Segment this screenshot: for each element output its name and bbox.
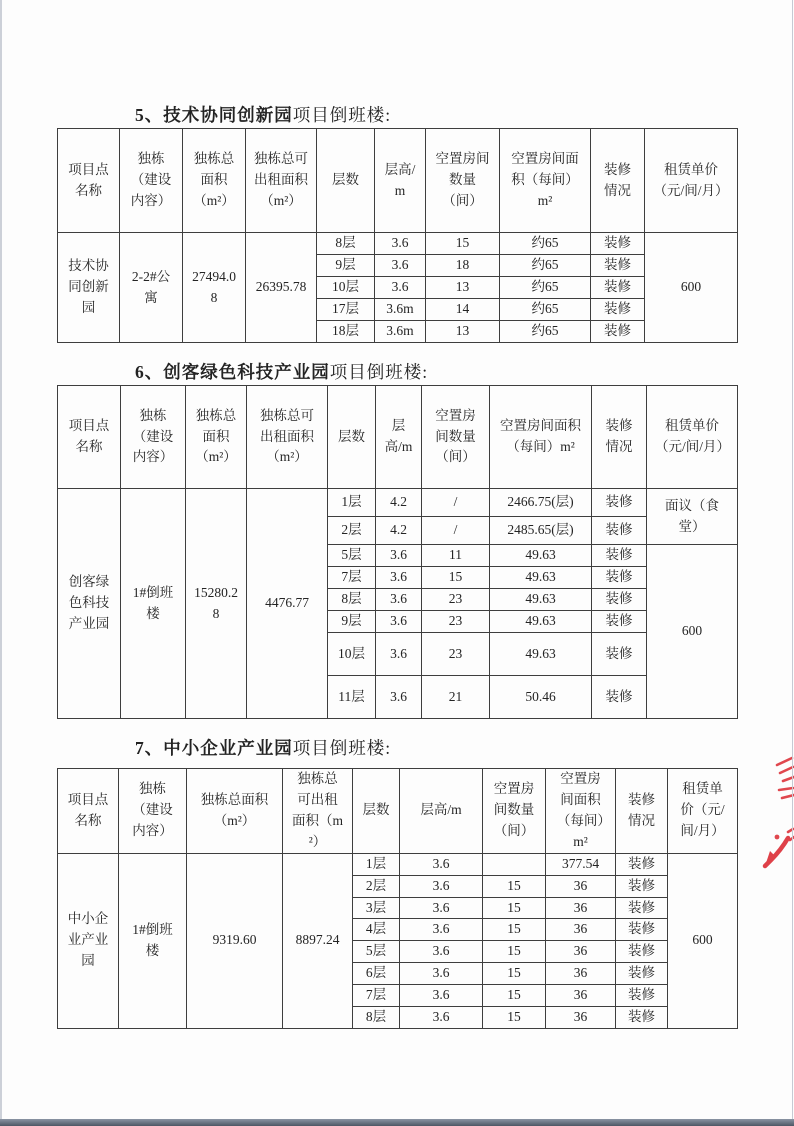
col-header-rentable-area: 独栋总可出租面积（m²） <box>246 129 317 233</box>
cell-room-area: 36 <box>546 875 616 897</box>
cell-building: 1#倒班楼 <box>119 853 187 1028</box>
cell-floor-height: 3.6 <box>375 255 426 277</box>
cell-room-area: 49.63 <box>490 611 592 633</box>
cell-room-area: 约65 <box>500 321 591 343</box>
cell-floor: 10层 <box>317 277 375 299</box>
cell-vacant-count: 15 <box>483 985 546 1007</box>
scan-edge-bottom <box>0 1119 794 1126</box>
cell-room-area: 36 <box>546 963 616 985</box>
cell-floor-height: 3.6 <box>376 567 422 589</box>
col-header-decoration: 装修情况 <box>616 769 668 854</box>
cell-decoration: 装修 <box>592 676 647 719</box>
cell-floor-height: 3.6 <box>400 941 483 963</box>
col-header-floor-height: 层高/m <box>375 129 426 233</box>
col-header-rentable-area: 独栋总可出租面积（m²） <box>283 769 353 854</box>
cell-floor-height: 3.6 <box>376 611 422 633</box>
col-header-decoration: 装修情况 <box>592 386 647 489</box>
cell-total-area: 27494.08 <box>183 233 246 343</box>
scan-edge-right <box>792 0 793 1126</box>
table-sme-industrial-park <box>57 768 738 1029</box>
cell-room-area: 约65 <box>500 277 591 299</box>
cell-floor: 7层 <box>328 567 376 589</box>
cell-floor-height: 3.6 <box>376 676 422 719</box>
cell-room-area: 36 <box>546 985 616 1007</box>
cell-floor: 9层 <box>328 611 376 633</box>
cell-decoration: 装修 <box>616 853 668 875</box>
cell-rentable-area: 8897.24 <box>283 853 353 1028</box>
cell-project-name: 中小企业产业园 <box>58 853 119 1028</box>
red-ink-dot <box>775 835 780 840</box>
cell-vacant-count: 15 <box>483 897 546 919</box>
cell-decoration: 装修 <box>592 489 647 517</box>
cell-room-area: 36 <box>546 897 616 919</box>
cell-room-area: 49.63 <box>490 567 592 589</box>
col-header-rent-price: 租赁单价（元/间/月） <box>645 129 738 233</box>
cell-floor: 8层 <box>317 233 375 255</box>
col-header-building: 独栋（建设内容） <box>119 769 187 854</box>
cell-floor: 2层 <box>328 517 376 545</box>
cell-room-area: 49.63 <box>490 589 592 611</box>
cell-vacant-count: 11 <box>422 545 490 567</box>
cell-rent-price: 600 <box>647 545 738 719</box>
cell-room-area: 49.63 <box>490 633 592 676</box>
cell-floor-height: 4.2 <box>376 489 422 517</box>
col-header-floor: 层数 <box>317 129 375 233</box>
cell-decoration: 装修 <box>592 567 647 589</box>
cell-vacant-count: 23 <box>422 589 490 611</box>
cell-room-area: 36 <box>546 919 616 941</box>
cell-room-area: 36 <box>546 1007 616 1029</box>
cell-rent-price: 600 <box>668 853 738 1028</box>
cell-total-area: 15280.28 <box>186 489 247 719</box>
table-row <box>58 489 738 517</box>
cell-room-area: 约65 <box>500 233 591 255</box>
cell-floor-height: 3.6 <box>400 985 483 1007</box>
cell-room-area: 36 <box>546 941 616 963</box>
cell-building: 1#倒班楼 <box>121 489 186 719</box>
cell-vacant-count: 15 <box>483 875 546 897</box>
cell-room-area: 约65 <box>500 255 591 277</box>
cell-floor: 1层 <box>353 853 400 875</box>
col-header-rentable-area: 独栋总可出租面积（m²） <box>247 386 328 489</box>
cell-vacant-count: 15 <box>483 919 546 941</box>
scan-edge-left <box>0 0 2 1126</box>
cell-floor: 6层 <box>353 963 400 985</box>
cell-floor-height: 3.6m <box>375 321 426 343</box>
cell-floor: 5层 <box>328 545 376 567</box>
section-number: 5、 <box>135 105 164 125</box>
cell-decoration: 装修 <box>592 545 647 567</box>
cell-decoration: 装修 <box>592 589 647 611</box>
cell-floor-height: 3.6 <box>400 875 483 897</box>
cell-building: 2-2#公寓 <box>120 233 183 343</box>
cell-project-name: 创客绿色科技产业园 <box>58 489 121 719</box>
cell-floor: 9层 <box>317 255 375 277</box>
cell-floor: 4层 <box>353 919 400 941</box>
cell-floor-height: 3.6 <box>376 633 422 676</box>
col-header-floor-height: 层高/m <box>400 769 483 854</box>
cell-vacant-count: 18 <box>426 255 500 277</box>
col-header-project: 项目点名称 <box>58 386 121 489</box>
col-header-room-area: 空置房间面积（每间）m² <box>546 769 616 854</box>
section-title-suffix: 项目倒班楼: <box>292 105 392 125</box>
col-header-rent-price: 租赁单价（元/间/月） <box>668 769 738 854</box>
cell-floor: 10层 <box>328 633 376 676</box>
cell-decoration: 装修 <box>616 1007 668 1029</box>
cell-decoration: 装修 <box>616 985 668 1007</box>
col-header-floor-height: 层高/m <box>376 386 422 489</box>
cell-vacant-count: 15 <box>483 1007 546 1029</box>
col-header-floor: 层数 <box>353 769 400 854</box>
cell-decoration: 装修 <box>592 633 647 676</box>
cell-floor-height: 3.6 <box>400 897 483 919</box>
cell-floor: 2层 <box>353 875 400 897</box>
cell-decoration: 装修 <box>616 875 668 897</box>
table-tech-innovation-park <box>57 128 738 343</box>
cell-room-area: 约65 <box>500 299 591 321</box>
cell-decoration: 装修 <box>616 897 668 919</box>
cell-floor: 5层 <box>353 941 400 963</box>
cell-floor-height: 3.6 <box>400 1007 483 1029</box>
cell-floor: 1层 <box>328 489 376 517</box>
col-header-floor: 层数 <box>328 386 376 489</box>
col-header-total-area: 独栋总面积（m²） <box>187 769 283 854</box>
section-number: 7、 <box>135 738 164 758</box>
header-row <box>58 769 738 854</box>
cell-floor-height: 3.6 <box>376 545 422 567</box>
cell-vacant-count: 15 <box>483 941 546 963</box>
section-park-name: 技术协同创新园 <box>163 105 293 125</box>
cell-floor: 7层 <box>353 985 400 1007</box>
cell-decoration: 装修 <box>591 277 645 299</box>
cell-vacant-count: 15 <box>483 963 546 985</box>
cell-room-area: 377.54 <box>546 853 616 875</box>
cell-rentable-area: 26395.78 <box>246 233 317 343</box>
cell-vacant-count: 13 <box>426 277 500 299</box>
cell-vacant-count: / <box>422 489 490 517</box>
cell-rent-price: 面议（食堂） <box>647 489 738 545</box>
cell-floor-height: 3.6 <box>400 853 483 875</box>
cell-room-area: 2485.65(层) <box>490 517 592 545</box>
cell-decoration: 装修 <box>616 919 668 941</box>
cell-room-area: 50.46 <box>490 676 592 719</box>
cell-vacant-count: 14 <box>426 299 500 321</box>
cell-project-name: 技术协同创新园 <box>58 233 120 343</box>
cell-decoration: 装修 <box>592 611 647 633</box>
cell-decoration: 装修 <box>591 321 645 343</box>
col-header-vacant-count: 空置房间数量（间） <box>483 769 546 854</box>
cell-room-area: 2466.75(层) <box>490 489 592 517</box>
section-title-suffix: 项目倒班楼: <box>292 738 392 758</box>
cell-floor-height: 3.6 <box>400 919 483 941</box>
col-header-vacant-count: 空置房间数量（间） <box>422 386 490 489</box>
cell-floor: 8层 <box>353 1007 400 1029</box>
table-maker-green-tech-park <box>57 385 738 719</box>
cell-vacant-count: 15 <box>426 233 500 255</box>
cell-decoration: 装修 <box>591 299 645 321</box>
col-header-vacant-count: 空置房间数量（间） <box>426 129 500 233</box>
header-row <box>58 386 738 489</box>
cell-floor: 3层 <box>353 897 400 919</box>
cell-total-area: 9319.60 <box>187 853 283 1028</box>
col-header-room-area: 空置房间面积（每间）m² <box>500 129 591 233</box>
cell-decoration: 装修 <box>592 517 647 545</box>
cell-floor-height: 3.6 <box>375 233 426 255</box>
cell-decoration: 装修 <box>616 963 668 985</box>
col-header-decoration: 装修情况 <box>591 129 645 233</box>
col-header-building: 独栋（建设内容） <box>120 129 183 233</box>
cell-vacant-count: 21 <box>422 676 490 719</box>
cell-room-area: 49.63 <box>490 545 592 567</box>
section-5-title <box>135 102 391 127</box>
col-header-total-area: 独栋总面积（m²） <box>183 129 246 233</box>
col-header-rent-price: 租赁单价（元/间/月） <box>647 386 738 489</box>
section-park-name: 创客绿色科技产业园 <box>163 362 330 382</box>
section-7-title <box>135 735 391 760</box>
col-header-building: 独栋（建设内容） <box>121 386 186 489</box>
col-header-project: 项目点名称 <box>58 769 119 854</box>
cell-floor-height: 3.6 <box>400 963 483 985</box>
col-header-project: 项目点名称 <box>58 129 120 233</box>
cell-vacant-count: / <box>422 517 490 545</box>
cell-vacant-count: 15 <box>422 567 490 589</box>
table-row <box>58 853 738 875</box>
cell-vacant-count <box>483 853 546 875</box>
cell-vacant-count: 23 <box>422 611 490 633</box>
cell-floor-height: 4.2 <box>376 517 422 545</box>
section-title-suffix: 项目倒班楼: <box>329 362 429 382</box>
cell-rentable-area: 4476.77 <box>247 489 328 719</box>
cell-floor: 11层 <box>328 676 376 719</box>
cell-floor: 18层 <box>317 321 375 343</box>
cell-floor: 17层 <box>317 299 375 321</box>
cell-floor-height: 3.6m <box>375 299 426 321</box>
col-header-total-area: 独栋总面积（m²） <box>186 386 247 489</box>
section-number: 6、 <box>135 362 164 382</box>
col-header-room-area: 空置房间面积（每间）m² <box>490 386 592 489</box>
cell-floor-height: 3.6 <box>376 589 422 611</box>
section-park-name: 中小企业产业园 <box>163 738 293 758</box>
cell-decoration: 装修 <box>591 255 645 277</box>
table-row <box>58 233 738 255</box>
cell-rent-price: 600 <box>645 233 738 343</box>
red-ink-mark <box>752 750 794 875</box>
cell-vacant-count: 13 <box>426 321 500 343</box>
section-6-title <box>135 359 428 384</box>
header-row <box>58 129 738 233</box>
cell-floor: 8层 <box>328 589 376 611</box>
cell-floor-height: 3.6 <box>375 277 426 299</box>
cell-decoration: 装修 <box>591 233 645 255</box>
cell-vacant-count: 23 <box>422 633 490 676</box>
cell-decoration: 装修 <box>616 941 668 963</box>
